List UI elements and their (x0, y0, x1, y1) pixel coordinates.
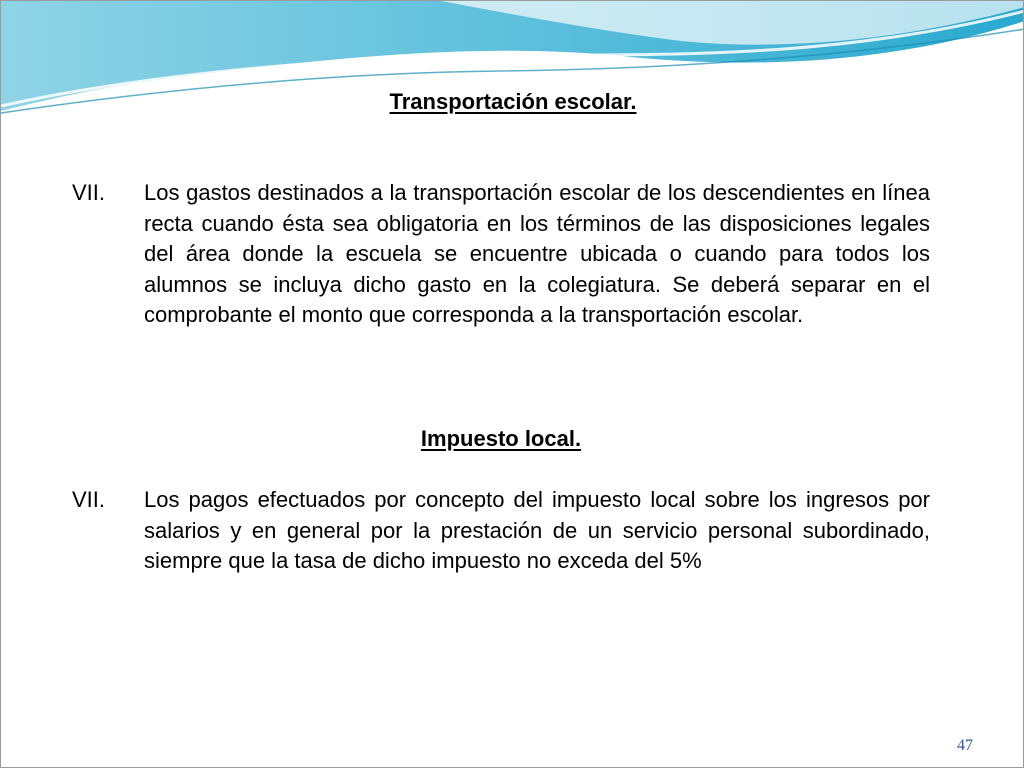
page-number: 47 (957, 737, 973, 754)
item-numeral: VII. (72, 180, 106, 205)
item-text: Los pagos efectuados por concepto del impuesto local sobre los ingresos por salarios y en general por la prestación de un servicio personal subordinado, siempre que la tasa de dicho impuesto no exceda del 5% (144, 487, 930, 574)
item-numeral: VII. (72, 487, 106, 512)
section-heading-transportacion: Transportación escolar. (389, 89, 637, 114)
section-heading-impuesto-local: Impuesto local. (420, 426, 582, 451)
item-text: Los gastos destinados a la transportación escolar de los descendientes en línea recta cuando ésta sea obligatoria en los términos de las disposiciones legales del área donde la escuela se encuentre ubicada o cuando para todos los alumnos se incluya dicho gasto en la colegiatura. Se deberá separar en el comprobante el monto que corresponda a la transportación escolar. (144, 180, 930, 328)
